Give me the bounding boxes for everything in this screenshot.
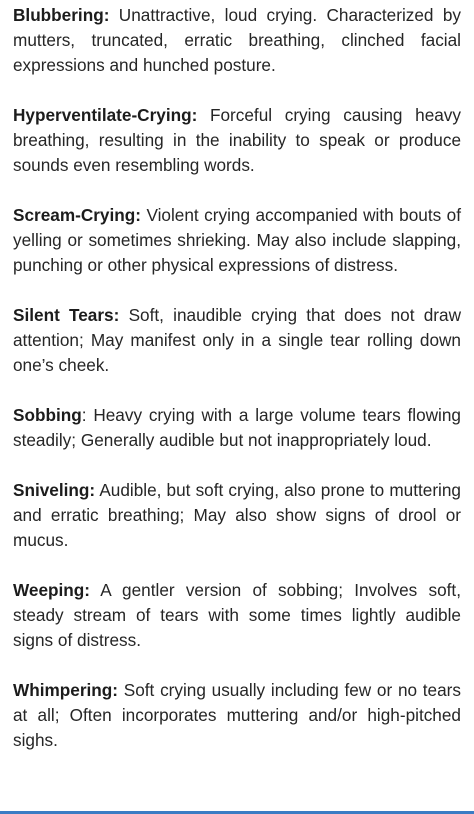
term-label: Silent Tears: — [13, 305, 120, 325]
entry-blubbering — [13, 3, 461, 78]
entry-scream-crying — [13, 203, 461, 278]
term-label: Blubbering: — [13, 5, 110, 25]
term-label: Weeping: — [13, 580, 91, 600]
entry-weeping — [13, 578, 461, 653]
definition-text: : Heavy crying with a large volume tears flowing steadily; Generally audible but not inappropriately loud. — [13, 405, 461, 450]
definition-text: A gentler version of sobbing; Involves soft, steady stream of tears with some times lightly audible signs of distress. — [13, 580, 461, 650]
definition-text: Soft crying usually including few or no tears at all; Often incorporates muttering and/or high-pitched sighs. — [13, 680, 461, 750]
entry-hyperventilate-crying — [13, 103, 461, 178]
entry-whimpering — [13, 678, 461, 753]
term-label: Scream-Crying: — [13, 205, 141, 225]
term-label: Hyperventilate-Crying: — [13, 105, 198, 125]
definition-text: Soft, inaudible crying that does not draw attention; May manifest only in a single tear rolling down one’s cheek. — [13, 305, 461, 375]
term-label: Sobbing — [13, 405, 82, 425]
definition-text: Audible, but soft crying, also prone to muttering and erratic breathing; May also show signs of drool or mucus. — [13, 480, 461, 550]
definition-text: Violent crying accompanied with bouts of yelling or sometimes shrieking. May also include slapping, punching or other physical expressions of distress. — [13, 205, 461, 275]
entry-sobbing — [13, 403, 461, 453]
entry-silent-tears — [13, 303, 461, 378]
definition-text: Forceful crying causing heavy breathing, resulting in the inability to speak or produce sounds even resembling words. — [13, 105, 461, 175]
term-label: Whimpering: — [13, 680, 119, 700]
definition-text: Unattractive, loud crying. Characterized by mutters, truncated, erratic breathing, clinched facial expressions and hunched posture. — [13, 5, 461, 75]
entry-sniveling — [13, 478, 461, 553]
term-label: Sniveling: — [13, 480, 96, 500]
